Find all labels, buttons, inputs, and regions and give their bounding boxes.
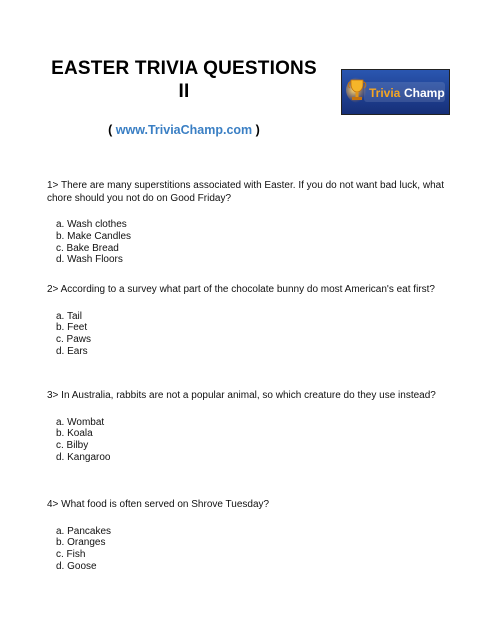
question-1 [47, 180, 447, 266]
site-url-line [28, 123, 340, 137]
answer-options [47, 219, 447, 266]
answer-option: a. Pancakes [56, 525, 112, 537]
page-title [28, 57, 340, 103]
answer-option: a. Wash clothes [56, 219, 127, 230]
answer-option: b. Koala [56, 428, 93, 440]
question-text: 4> What food is often served on Shrove Tuesday? [47, 499, 270, 510]
answer-option: c. Bake Bread [56, 242, 119, 254]
question-text: 2> According to a survey what part of the chocolate bunny do most American's eat first? [47, 284, 435, 295]
question-text: 3> In Australia, rabbits are not a popular animal, so which creature do they use instead? [47, 390, 436, 401]
answer-options [47, 526, 447, 573]
logo-text-trivia: Trivia [369, 86, 401, 100]
logo-graphic [342, 70, 449, 114]
question-4 [47, 499, 447, 573]
title-line-1: EASTER TRIVIA QUESTIONS [51, 58, 317, 79]
logo-text-champ: Champ [404, 86, 445, 100]
answer-option: d. Goose [56, 560, 97, 572]
question-text: 1> There are many superstitions associated with Easter. If you do not want bad luck, what chore should you not do on Good Friday? [47, 180, 444, 204]
site-paren-close: ) [252, 123, 260, 137]
triviachamp-logo [341, 69, 450, 115]
title-line-2: II [178, 81, 190, 102]
answer-options [47, 311, 447, 358]
answer-options [47, 417, 447, 464]
site-link[interactable]: www.TriviaChamp.com [115, 123, 253, 137]
answer-option: c. Fish [56, 549, 86, 561]
answer-option: b. Feet [56, 322, 88, 334]
answer-option: c. Bilby [56, 440, 89, 452]
question-3 [47, 390, 447, 464]
answer-option: d. Kangaroo [56, 451, 111, 463]
answer-option: b. Make Candles [56, 230, 132, 242]
answer-option: a. Tail [56, 310, 82, 322]
answer-option: d. Wash Floors [56, 254, 123, 266]
question-2 [47, 284, 447, 358]
answer-option: c. Paws [56, 334, 92, 346]
answer-option: a. Wombat [56, 416, 105, 428]
answer-option: d. Ears [56, 345, 88, 357]
site-paren-open: ( [108, 123, 116, 137]
answer-option: b. Oranges [56, 537, 106, 549]
